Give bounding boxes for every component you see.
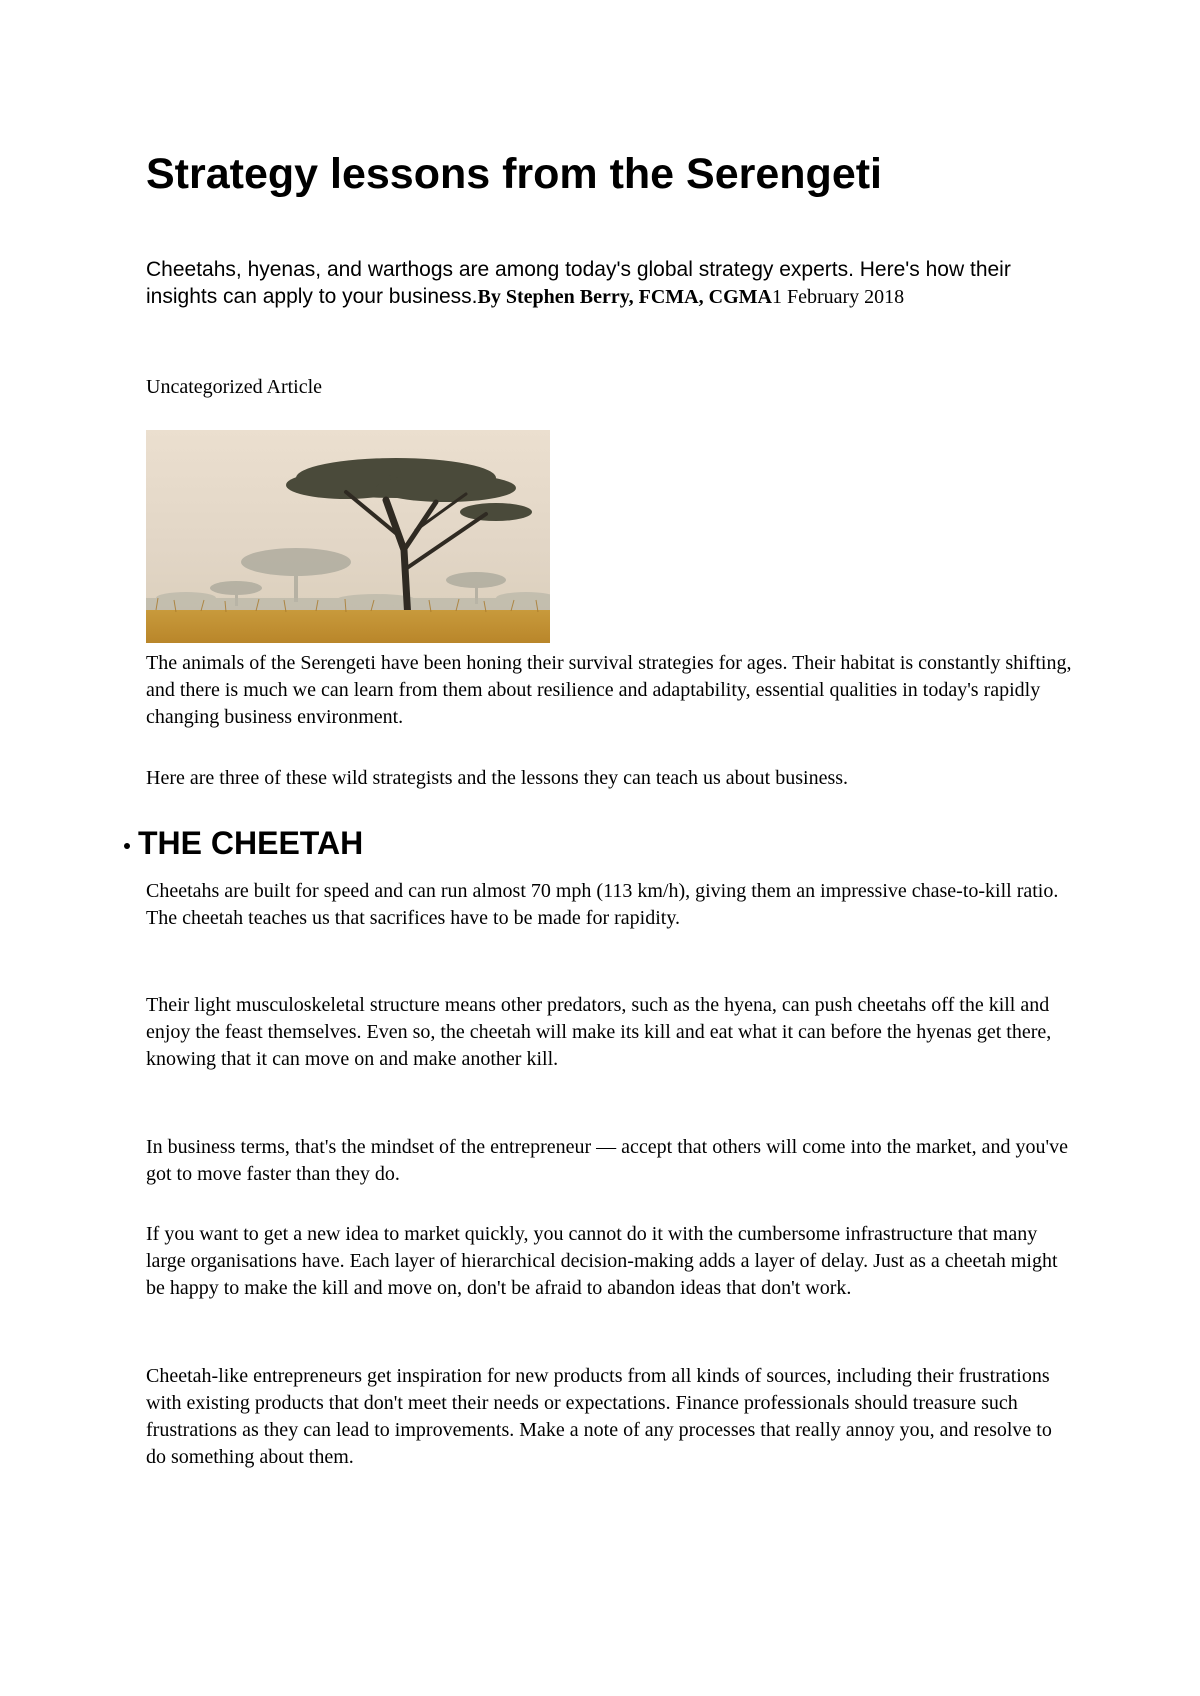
section-paragraph-2: Their light musculoskeletal structure means other predators, such as the hyena, can push cheetahs off the kill and enjoy the feast themselves. Even so, the cheetah will make its kill and eat what it can before the hyenas get there, knowing that it can move on and make another kill. xyxy=(146,994,1052,1070)
acacia-tree-image xyxy=(146,430,550,643)
publish-date: 1 February 2018 xyxy=(771,286,905,308)
section-paragraph-3: In business terms, that's the mindset of the entrepreneur — accept that others will come into the market, and you've got to move faster than they do. xyxy=(146,1136,1068,1185)
intro-paragraph-1: The animals of the Serengeti have been honing their survival strategies for ages. Their habitat is constantly shifting, and there is much we can learn from them about resilience and adaptability, essential qualities in today's rapidly changing business environment. xyxy=(146,652,1072,728)
bullet-icon xyxy=(124,843,130,849)
section-paragraph-4: If you want to get a new idea to market quickly, you cannot do it with the cumbersome infrastructure that many large organisations have. Each layer of hierarchical decision-making adds a layer of delay. Just as a cheetah might be happy to make the kill and move on, don't be afraid to abandon ideas that don't work. xyxy=(146,1223,1058,1299)
section-heading xyxy=(124,823,363,863)
article-title: Strategy lessons from the Serengeti xyxy=(146,150,882,198)
article-category: Uncategorized Article xyxy=(146,376,323,398)
byline: By Stephen Berry, FCMA, CGMA xyxy=(477,286,772,308)
article-deck xyxy=(146,256,1076,311)
intro-paragraph-2: Here are three of these wild strategists and the lessons they can teach us about business. xyxy=(146,767,849,789)
hero-image xyxy=(146,430,550,643)
section-paragraph-1: Cheetahs are built for speed and can run almost 70 mph (113 km/h), giving them an impressive chase-to-kill ratio. The cheetah teaches us that sacrifices have to be made for rapidity. xyxy=(146,880,1059,929)
section-heading-text: THE CHEETAH xyxy=(138,825,364,861)
deck-text: Cheetahs, hyenas, and warthogs are among today's global strategy experts. Here's how their insights can apply to your business. xyxy=(146,258,1011,308)
section-paragraph-5: Cheetah-like entrepreneurs get inspiration for new products from all kinds of sources, including their frustrations with existing products that don't meet their needs or expectations. Finance professionals should treasure such frustrations as they can lead to improvements. Make a note of any processes that really annoy you, and resolve to do something about them. xyxy=(146,1365,1052,1468)
